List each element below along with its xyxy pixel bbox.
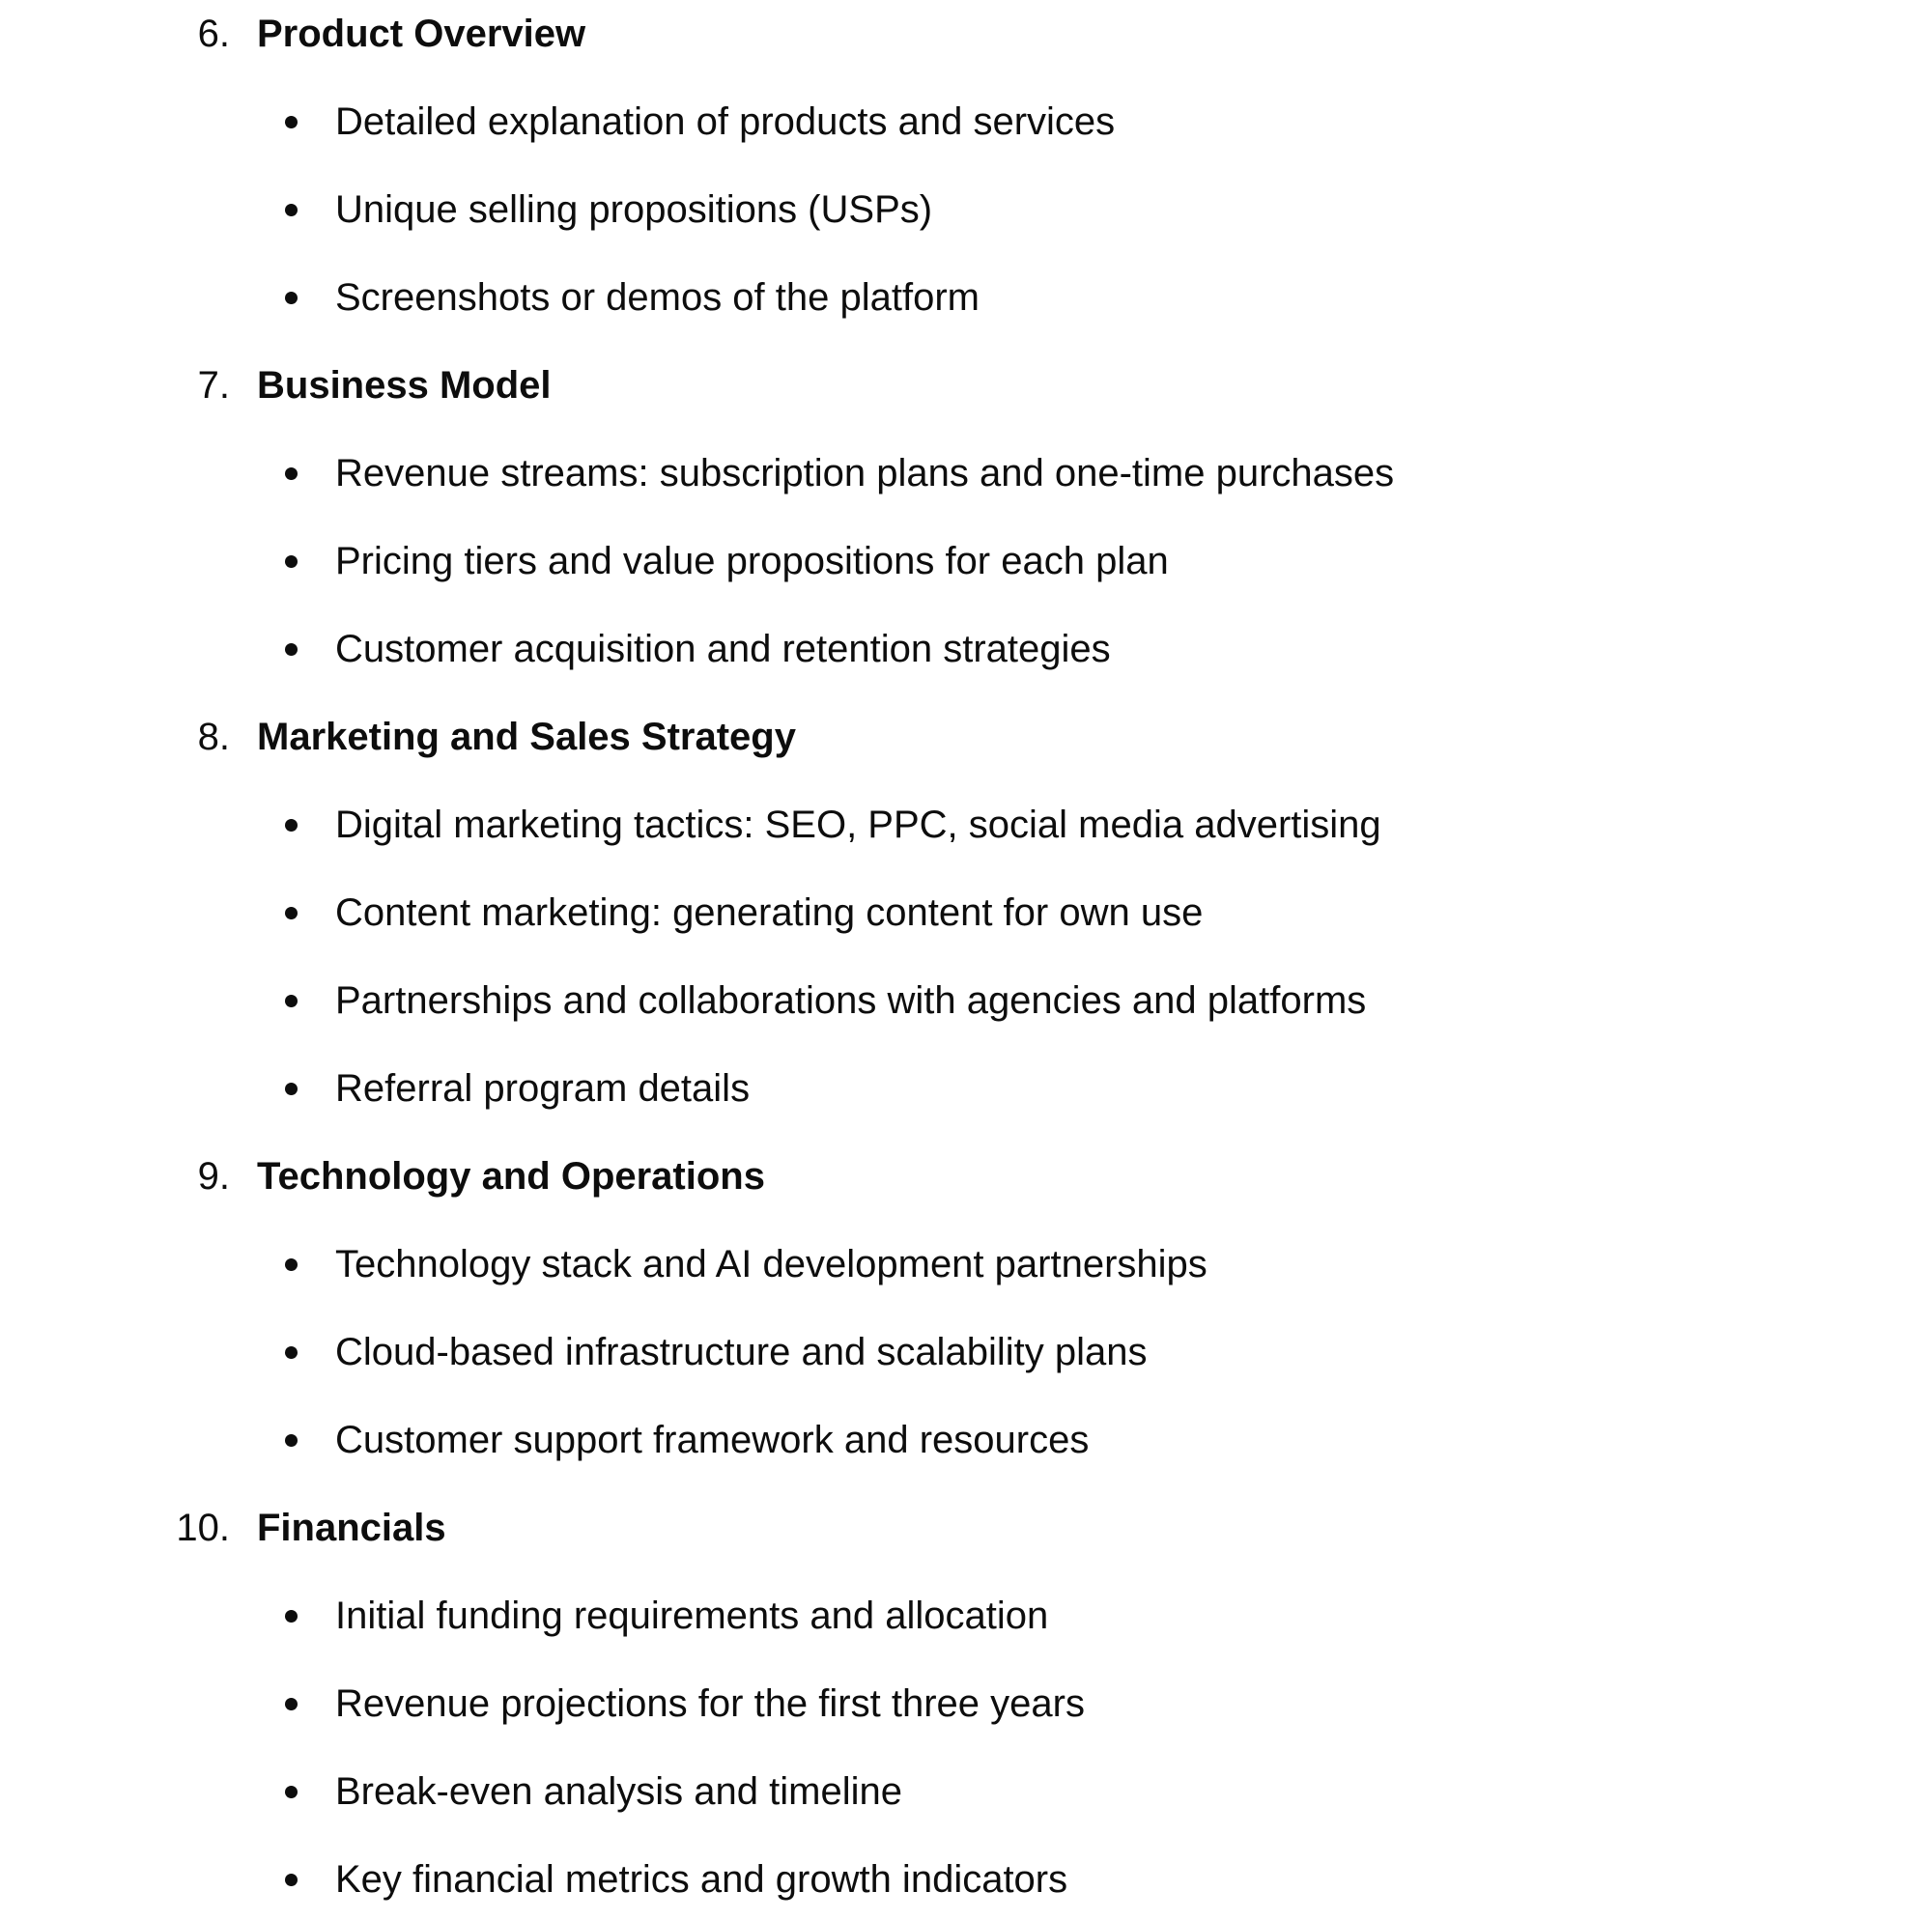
- list-item: [0, 93, 1932, 151]
- list-item-text: Cloud-based infrastructure and scalability plans: [335, 1331, 1148, 1373]
- section-title: Marketing and Sales Strategy: [257, 716, 796, 758]
- section-number: 9.: [197, 1155, 230, 1198]
- bullet-icon: [285, 1786, 298, 1798]
- list-item-text: Partnerships and collaborations with agencies and platforms: [335, 979, 1367, 1022]
- list-item: [0, 1323, 1932, 1381]
- bullet-icon: [285, 555, 298, 568]
- list-item: [0, 1411, 1932, 1469]
- section-number: 6.: [197, 13, 230, 55]
- list-item-text: Revenue streams: subscription plans and one-time purchases: [335, 452, 1395, 494]
- list-item: [0, 268, 1932, 326]
- list-item: [0, 1587, 1932, 1645]
- section-heading: [0, 356, 1932, 414]
- section-heading: [0, 1147, 1932, 1205]
- section-heading: [0, 1499, 1932, 1557]
- bullet-icon: [285, 1698, 298, 1710]
- section-title: Financials: [257, 1507, 446, 1549]
- list-item-text: Break-even analysis and timeline: [335, 1770, 902, 1813]
- section-number: 8.: [197, 716, 230, 758]
- bullet-icon: [285, 1083, 298, 1095]
- list-item-text: Customer support framework and resources: [335, 1419, 1090, 1461]
- list-item: [0, 1675, 1932, 1733]
- list-item: [0, 1763, 1932, 1821]
- bullet-icon: [285, 204, 298, 216]
- list-item: [0, 532, 1932, 590]
- list-item-text: Key financial metrics and growth indicators: [335, 1858, 1068, 1901]
- list-item: [0, 796, 1932, 854]
- list-item-text: Customer acquisition and retention strategies: [335, 628, 1111, 670]
- list-item: [0, 884, 1932, 942]
- section-heading: [0, 708, 1932, 766]
- list-item-text: Referral program details: [335, 1067, 751, 1110]
- list-item: [0, 444, 1932, 502]
- section-number: 10.: [176, 1507, 230, 1549]
- list-item-text: Unique selling propositions (USPs): [335, 188, 933, 231]
- list-item: [0, 1850, 1932, 1908]
- bullet-icon: [285, 1610, 298, 1623]
- list-item: [0, 620, 1932, 678]
- list-item-text: Technology stack and AI development partnerships: [335, 1243, 1208, 1285]
- list-item-text: Pricing tiers and value propositions for each plan: [335, 540, 1169, 582]
- bullet-icon: [285, 643, 298, 656]
- bullet-icon: [285, 116, 298, 128]
- bullet-icon: [285, 292, 298, 304]
- list-item-text: Detailed explanation of products and services: [335, 100, 1116, 143]
- bullet-icon: [285, 1434, 298, 1447]
- list-item: [0, 972, 1932, 1030]
- list-item-text: Screenshots or demos of the platform: [335, 276, 980, 319]
- bullet-icon: [285, 819, 298, 832]
- section-title: Technology and Operations: [257, 1155, 765, 1198]
- bullet-icon: [285, 1346, 298, 1359]
- bullet-icon: [285, 995, 298, 1007]
- bullet-icon: [285, 1258, 298, 1271]
- bullet-icon: [285, 907, 298, 919]
- section-title: Product Overview: [257, 13, 586, 55]
- list-item-text: Initial funding requirements and allocation: [335, 1595, 1049, 1637]
- section-heading: [0, 5, 1932, 63]
- bullet-icon: [285, 467, 298, 480]
- section-number: 7.: [197, 364, 230, 407]
- section-title: Business Model: [257, 364, 552, 407]
- list-item: [0, 181, 1932, 239]
- list-item: [0, 1235, 1932, 1293]
- bullet-icon: [285, 1874, 298, 1886]
- list-item-text: Digital marketing tactics: SEO, PPC, social media advertising: [335, 804, 1381, 846]
- list-item-text: Revenue projections for the first three years: [335, 1682, 1085, 1725]
- list-item: [0, 1059, 1932, 1117]
- list-item-text: Content marketing: generating content for own use: [335, 891, 1204, 934]
